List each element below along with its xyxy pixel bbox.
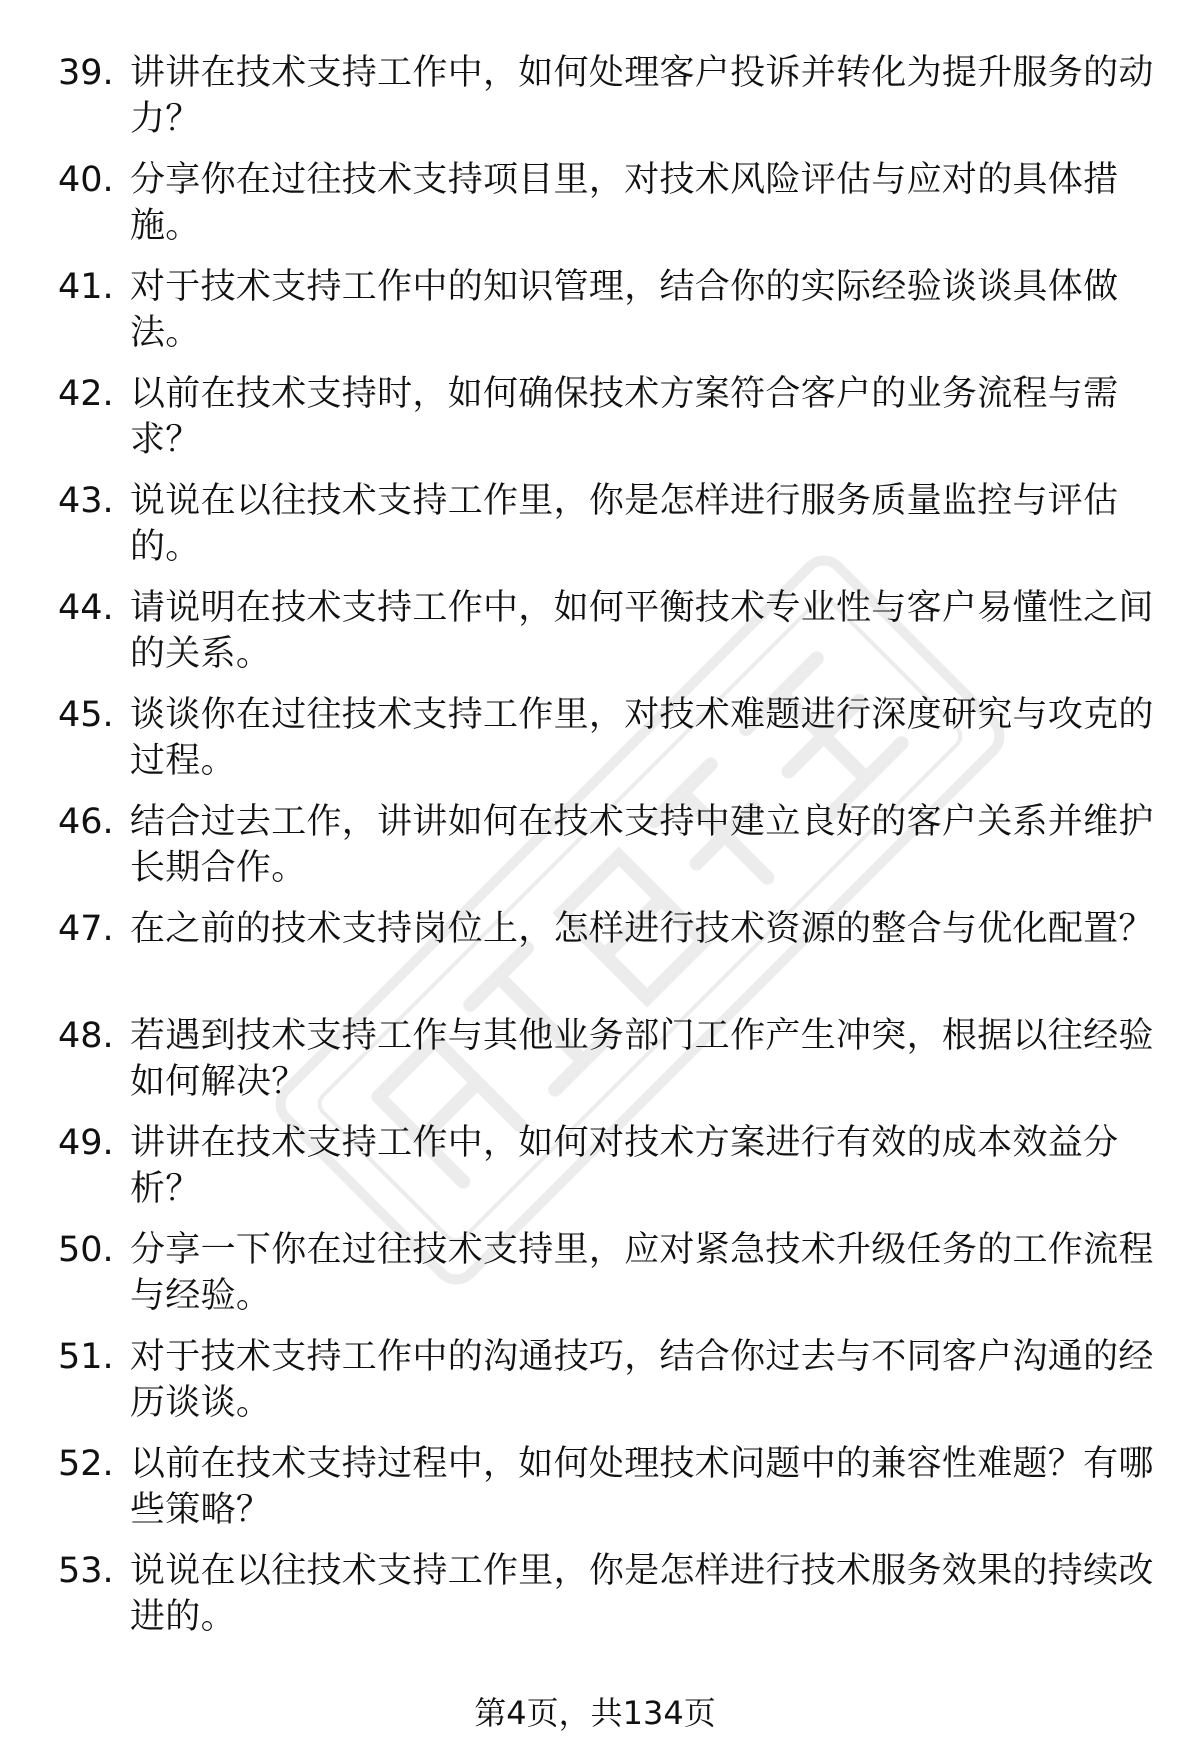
question-number: 44. [58,588,114,628]
list-item [58,371,1158,478]
question-number: 52. [58,1444,114,1484]
question-number: 42. [58,374,114,414]
question-number: 45. [58,695,114,735]
list-item [58,692,1158,799]
list-item [58,906,1158,1013]
question-text: 对于技术支持工作中的沟通技巧，结合你过去与不同客户沟通的经历谈谈。 [130,1337,1154,1423]
list-item [58,1120,1158,1227]
list-item [58,1013,1158,1120]
question-text: 分享一下你在过往技术支持里，应对紧急技术升级任务的工作流程与经验。 [130,1230,1154,1316]
question-number: 43. [58,481,114,521]
list-item [58,264,1158,371]
question-text: 说说在以往技术支持工作里，你是怎样进行服务质量监控与评估的。 [130,481,1119,567]
question-number: 53. [58,1551,114,1591]
question-number: 40. [58,160,114,200]
list-item [58,1441,1158,1548]
question-text: 分享你在过往技术支持项目里，对技术风险评估与应对的具体措施。 [130,160,1119,246]
list-item [58,157,1158,264]
list-item [58,799,1158,906]
question-number: 46. [58,802,114,842]
page-indicator: 第4页，共134页 [474,1694,716,1732]
question-number: 48. [58,1016,114,1056]
question-number: 50. [58,1230,114,1270]
question-number: 39. [58,53,114,93]
list-item [58,1227,1158,1334]
list-item [58,1548,1158,1655]
list-item [58,1334,1158,1441]
question-text: 说说在以往技术支持工作里，你是怎样进行技术服务效果的持续改进的。 [130,1551,1154,1637]
question-number: 41. [58,267,114,307]
question-text: 若遇到技术支持工作与其他业务部门工作产生冲突，根据以往经验如何解决？ [130,1016,1154,1102]
question-text: 在之前的技术支持岗位上，怎样进行技术资源的整合与优化配置？ [130,909,1154,949]
question-text: 以前在技术支持时，如何确保技术方案符合客户的业务流程与需求？ [130,374,1119,460]
list-item [58,478,1158,585]
list-item [58,50,1158,157]
question-list [58,50,1158,1655]
question-number: 49. [58,1123,114,1163]
question-text: 谈谈你在过往技术支持工作里，对技术难题进行深度研究与攻克的过程。 [130,695,1154,781]
question-text: 以前在技术支持过程中，如何处理技术问题中的兼容性难题？有哪些策略？ [130,1444,1154,1530]
question-text: 讲讲在技术支持工作中，如何对技术方案进行有效的成本效益分析？ [130,1123,1119,1209]
question-number: 51. [58,1337,114,1377]
question-text: 请说明在技术支持工作中，如何平衡技术专业性与客户易懂性之间的关系。 [130,588,1154,674]
list-item [58,585,1158,692]
question-text: 结合过去工作，讲讲如何在技术支持中建立良好的客户关系并维护长期合作。 [130,802,1154,888]
question-text: 对于技术支持工作中的知识管理，结合你的实际经验谈谈具体做法。 [130,267,1119,353]
question-number: 47. [58,909,114,949]
question-text: 讲讲在技术支持工作中，如何处理客户投诉并转化为提升服务的动力？ [130,53,1154,139]
